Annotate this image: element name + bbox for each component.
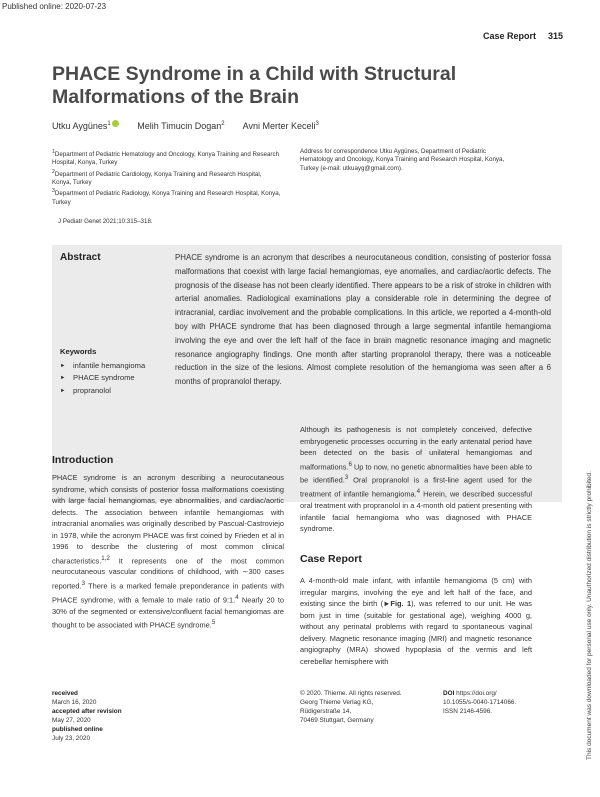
keywords-heading: Keywords xyxy=(60,347,97,356)
orcid-icon[interactable] xyxy=(112,120,119,127)
affiliation-item: $^2$Department of Pediatric Cardiology, Konya Training and Research Hospital, Konya, Turkey xyxy=(52,168,262,187)
abstract-heading: Abstract xyxy=(60,252,101,263)
figure-link[interactable]: ►Fig. 1 xyxy=(383,599,412,608)
affiliation-item: $^1$Department of Pediatric Hematology and Oncology, Konya Training and Research Hospital, Konya, Turkey xyxy=(52,149,280,167)
case-report-heading: Case Report xyxy=(300,553,362,565)
article-title: PHACE Syndrome in a Child with Structural Malformations of the Brain xyxy=(52,63,457,108)
keyword-item: ► PHACE syndrome xyxy=(60,372,172,384)
author-list: Utku Aygünes$^1$ Melih Timucin Dogan$^2$ Avni Merter Keceli$^3$ xyxy=(52,121,319,131)
introduction-text-continued: Although its pathogenesis is not completely conceived, defective embryogenetic processes occurring in the early antenatal period have been detected on the basis of unilateral hemangiomas and malformations.$^6$ Up to now, no genetic abnormalities have been able to be identified.$^3$ Oral propranolol is a first-line agent used for the treatment of infantile hemangioma.$^4$ Herein, we described successful oral treatment with propranolol in a 4-month old patient presenting with infantile facial hemangioma who was diagnosed with PHACE syndrome. xyxy=(300,425,532,534)
doi-link[interactable]: https://doi.org/ xyxy=(456,690,497,697)
doi-info: DOI https://doi.org/ 10.1055/s-0040-1714066. ISSN 2146-4596. xyxy=(443,690,517,715)
keyword-item: ► propranolol xyxy=(60,385,172,397)
author-name: Avni Merter Keceli xyxy=(242,121,316,131)
author-name: Utku Aygünes xyxy=(52,121,108,131)
introduction-text: PHACE syndrome is an acronym describing a neurocutaneous syndrome, which consists of posterior fossa malformations coexisting with large facial hemangiomas, eye abnormalities, and cardiac/aortic defects. The association between infantile hemangiomas with intracranial anomalies was originally described by Pascual-Castroviejo in 1978, while the acronym PHACE was first coined by Frieden et al in 1996 to describe the clustering of most common clinical characteristics.$^{1,2}$ It represents one of the most common neurocutaneous vascular conditions of childhood, with ∼300 cases reported.$^3$ There is a marked female preponderance in patients with PHACE syndrome, with a female to male ratio of 9:1.$^4$ Nearly 20 to 30% of the segmented or extensive/confluent facial hemangiomas are thought to be associated with PHACE syndrome.$^5$ xyxy=(52,473,285,630)
keywords-list xyxy=(60,360,172,397)
download-notice: This document was downloaded for personal use only. Unauthorized distribution is strictly prohibited. xyxy=(586,471,593,760)
introduction-heading: Introduction xyxy=(52,454,114,466)
affiliation-item: $^3$Department of Pediatric Radiology, Konya Training and Research Hospital, Konya, Turkey xyxy=(52,188,281,206)
section-label: Case Report xyxy=(482,31,536,41)
keyword-item: ► infantile hemangioma xyxy=(60,360,172,372)
running-header xyxy=(483,31,563,41)
case-report-text: A 4-month-old male infant, with infantile hemangioma (5 cm) with irregular margins, involving the eye and left half of the face, and existing since the birth (►Fig. 1), was referred to our unit. He was born just in time (suitable for gestational age), weighing 4000 g, without any perinatal problems with regard to spontaneous vaginal delivery. Magnetic resonance imaging (MRI) and magnetic resonance angiography (MRA) showed hypoplasia of the vermis and left cerebellar hemisphere with xyxy=(300,576,532,666)
journal-citation: J Pediatr Genet 2021;10:315–318. xyxy=(58,218,153,225)
affiliations xyxy=(52,148,282,207)
article-dates: received March 16, 2020 accepted after revision May 27, 2020 published online July 23, 2020 xyxy=(52,690,122,742)
abstract-text: PHACE syndrome is an acronym that describes a neurocutaneous condition, consisting of posterior fossa malformations that coexist with large facial hemangiomas, eye anomalies, and cardiac/aortic defects. The prognosis of the disease has not been clearly identified. There appears to be a risk of stroke in children with arterial anomalies. Radiological examinations play a considerable role in determining the degree of intracranial, cardiac involvement and the probable complications. In this article, we reported a 4-month-old boy with PHACE syndrome that has been diagnosed through a large segmental infantile hemangioma involving the eye and over the left half of the face in brain magnetic resonance imaging and magnetic resonance angiography findings. One month after starting propranolol therapy, there was a noticeable reduction in the size of the lesions. Almost complete resolution of the hemangioma was seen after a 6 months of propranolol therapy. xyxy=(175,253,551,387)
correspondence-address: Address for correspondence Utku Aygünes, Department of Pediatric Hematology and Oncology, Konya Training and Research Hospital, Konya, Turkey (e-mail: utkuayg@gmail.com). xyxy=(300,148,505,172)
author-name: Melih Timucin Dogan xyxy=(137,121,222,131)
published-online-bar: Published online: 2020-07-23 xyxy=(2,2,107,11)
page-number: 315 xyxy=(547,31,563,41)
publisher-info: © 2020. Thieme. All rights reserved. Georg Thieme Verlag KG, Rüdigerstraße 14, 70469 Stuttgart, Germany xyxy=(300,690,402,724)
